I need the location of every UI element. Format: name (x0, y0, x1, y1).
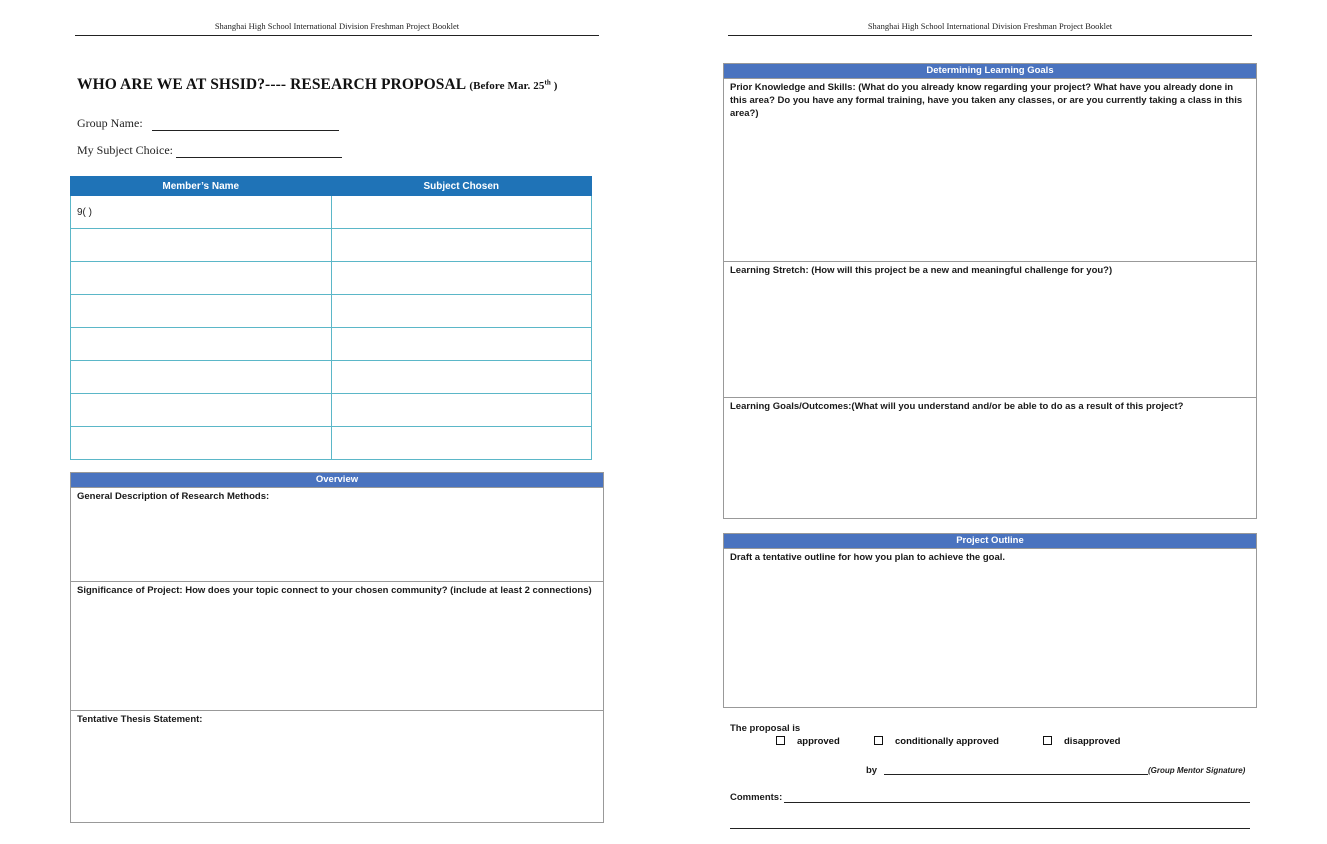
group-name-label: Group Name: (77, 116, 143, 130)
member-name-cell[interactable]: 9( ) (71, 196, 332, 229)
subject-cell[interactable] (331, 262, 592, 295)
research-methods-section[interactable]: General Description of Research Methods: (71, 488, 603, 582)
subject-cell[interactable] (331, 295, 592, 328)
table-row (71, 328, 592, 361)
option-conditionally-approved[interactable] (874, 736, 999, 747)
checkbox-icon[interactable] (874, 736, 883, 745)
member-name-cell[interactable] (71, 361, 332, 394)
option-label: conditionally approved (895, 736, 999, 747)
title-deadline: (Before Mar. 25th ) (469, 78, 558, 92)
checkbox-icon[interactable] (1043, 736, 1052, 745)
table-row (71, 229, 592, 262)
page-title (77, 76, 617, 94)
option-label: approved (797, 736, 840, 747)
subject-cell[interactable] (331, 361, 592, 394)
option-label: disapproved (1064, 736, 1121, 747)
signature-caption: (Group Mentor Signature) (1148, 766, 1246, 775)
mentor-signature-line[interactable] (884, 774, 1148, 775)
comments-line-1[interactable] (784, 802, 1250, 803)
thesis-statement-section[interactable]: Tentative Thesis Statement: (77, 714, 203, 725)
subject-chosen-header: Subject Chosen (331, 177, 592, 196)
comments-label: Comments: (730, 792, 783, 803)
outline-section[interactable]: Draft a tentative outline for how you plan to achieve the goal. (730, 552, 1006, 563)
members-table (70, 176, 592, 460)
member-name-cell[interactable] (71, 262, 332, 295)
member-name-cell[interactable] (71, 328, 332, 361)
learning-outcomes-section[interactable]: Learning Goals/Outcomes:(What will you understand and/or be able to do as a result of this project? (730, 401, 1184, 412)
subject-cell[interactable] (331, 229, 592, 262)
option-approved[interactable] (776, 736, 840, 747)
title-main: WHO ARE WE AT SHSID?---- RESEARCH PROPOSAL (77, 76, 466, 93)
member-name-cell[interactable] (71, 295, 332, 328)
checkbox-icon[interactable] (776, 736, 785, 745)
learning-goals-box (723, 63, 1257, 519)
table-row (71, 427, 592, 460)
table-row (71, 196, 592, 229)
subject-cell[interactable] (331, 328, 592, 361)
subject-choice-field (77, 143, 342, 158)
member-name-header: Member’s Name (71, 177, 332, 196)
members-table-header-row (71, 177, 592, 196)
member-name-cell[interactable] (71, 394, 332, 427)
overview-title: Overview (71, 473, 603, 488)
subject-choice-label: My Subject Choice: (77, 143, 173, 157)
project-outline-box (723, 533, 1257, 708)
table-row (71, 394, 592, 427)
subject-cell[interactable] (331, 427, 592, 460)
learning-stretch-section[interactable]: Learning Stretch: (How will this project be a new and meaningful challenge for you?) (724, 262, 1256, 398)
comments-line-2[interactable] (730, 828, 1250, 829)
page-header-right: Shanghai High School International Division Freshman Project Booklet (728, 21, 1252, 36)
subject-choice-input[interactable] (176, 145, 342, 158)
table-row (71, 262, 592, 295)
prior-knowledge-section[interactable]: Prior Knowledge and Skills: (What do you already know regarding your project? What have you already done in this area? Do you have any formal training, have you taken any classes, or are you currently taking a class in this area?) (724, 79, 1256, 262)
subject-cell[interactable] (331, 394, 592, 427)
project-outline-title: Project Outline (724, 534, 1256, 549)
group-name-field (77, 116, 339, 131)
option-disapproved[interactable] (1043, 736, 1121, 747)
approval-intro: The proposal is (730, 723, 801, 734)
table-row (71, 361, 592, 394)
table-row (71, 295, 592, 328)
group-name-input[interactable] (152, 118, 339, 131)
by-label: by (866, 765, 878, 776)
member-name-cell[interactable] (71, 427, 332, 460)
subject-cell[interactable] (331, 196, 592, 229)
overview-box (70, 472, 604, 823)
learning-goals-title: Determining Learning Goals (724, 64, 1256, 79)
page-header-left: Shanghai High School International Division Freshman Project Booklet (75, 21, 599, 36)
significance-section[interactable]: Significance of Project: How does your topic connect to your chosen community? (include at least 2 connections) (71, 582, 603, 711)
member-name-cell[interactable] (71, 229, 332, 262)
